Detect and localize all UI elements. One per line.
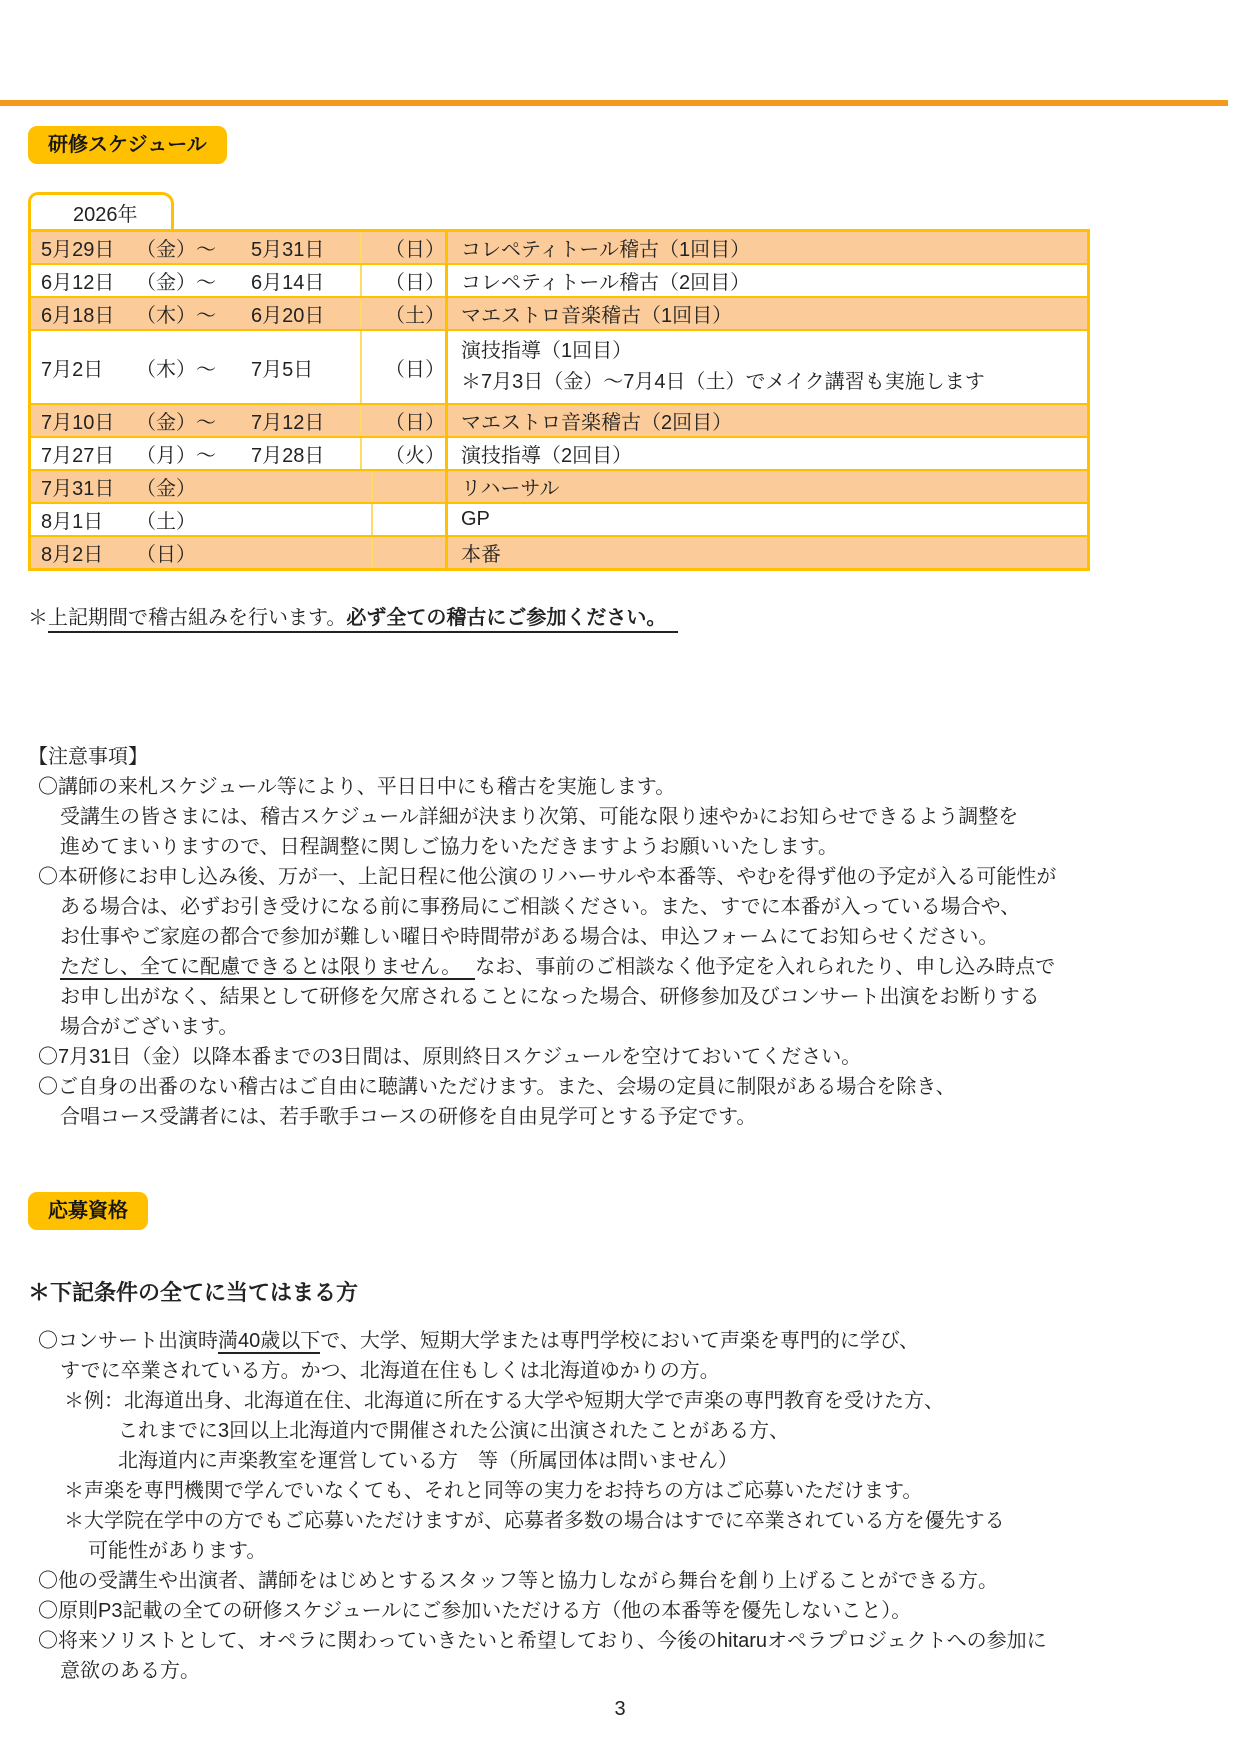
caution-line: 〇本研修にお申し込み後、万が一、上記日程に他公演のリハーサルや本番等、やむを得ず他の予定が入る可能性が: [38, 866, 1057, 888]
date-range: [31, 537, 371, 568]
table-row: [31, 403, 1087, 436]
end-weekday-cell: [360, 438, 445, 469]
date-cell: [31, 232, 448, 263]
cautions-section: [28, 742, 1218, 1132]
event-cell: [448, 265, 1087, 296]
participation-note-normal: 上記期間で稽古組みを行います。: [48, 607, 347, 629]
caution-line: お申し出がなく、結果として研修を欠席されることになった場合、研修参加及びコンサート出演をお断りする: [60, 986, 1040, 1008]
date-cell: [31, 331, 448, 403]
date-range: [31, 265, 360, 296]
eligibility-line: ＊声楽を専門機関で学んでいなくても、それと同等の実力をお持ちの方はご応募いただけます。: [64, 1480, 923, 1502]
caution-line: [28, 952, 1218, 982]
event-cell: [448, 298, 1087, 329]
end-weekday-cell: [371, 471, 445, 502]
end-date: 7月5日: [251, 358, 314, 381]
caution-line: 〇ご自身の出番のない稽古はご自由に聴講いただけます。また、会場の定員に制限がある場合を除き、: [38, 1076, 956, 1098]
eligibility-line: ＊大学院在学中の方でもご応募いただけますが、応募者多数の場合はすでに卒業されている方を優先する: [64, 1510, 1005, 1532]
event-label: コレペティトール稽古（1回目）: [461, 239, 751, 261]
end-weekday-cell: [360, 298, 445, 329]
start-date: 5月29日: [41, 239, 115, 261]
end-weekday: （土）: [385, 305, 445, 327]
end-weekday-cell: [360, 331, 445, 403]
start-weekday: （木）～: [136, 305, 216, 327]
event-cell: [448, 232, 1087, 263]
table-row: [31, 502, 1087, 535]
end-weekday-cell: [360, 265, 445, 296]
end-weekday-cell: [360, 232, 445, 263]
end-weekday: （日）: [385, 272, 445, 294]
caution-line: 進めてまいりますので、日程調整に関しご協力をいただきますようお願いいたします。: [60, 836, 838, 858]
table-row: [31, 535, 1087, 568]
end-weekday: （日）: [385, 239, 445, 261]
asterisk-marker: ＊: [28, 607, 48, 629]
eligibility-section: [28, 1326, 1218, 1686]
start-weekday: （金）: [136, 478, 196, 500]
caution-line: 場合がございます。: [60, 1016, 239, 1038]
date-range: [31, 471, 371, 502]
page-number: 3: [614, 1698, 626, 1720]
start-date: 8月2日: [41, 544, 104, 566]
start-date: 7月2日: [41, 358, 104, 381]
end-date: 6月14日: [251, 272, 325, 294]
event-label: 演技指導（2回目）: [461, 445, 633, 467]
eligibility-line: 北海道内に声楽教室を運営している方 等（所属団体は問いません）: [118, 1450, 738, 1472]
end-weekday: （火）: [385, 445, 445, 467]
date-range: [31, 298, 360, 329]
eligibility-line-pre: 〇コンサート出演時: [38, 1330, 218, 1352]
eligibility-line: [28, 1326, 1218, 1356]
end-date: 7月12日: [251, 412, 325, 434]
eligibility-line: 〇他の受講生や出演者、講師をはじめとするスタッフ等と協力しながら舞台を創り上げることができる方。: [38, 1570, 998, 1592]
table-row: [31, 469, 1087, 502]
event-label: マエストロ音楽稽古（2回目）: [461, 412, 733, 434]
start-date: 7月10日: [41, 412, 115, 434]
caution-line: お仕事やご家庭の都合で参加が難しい曜日や時間帯がある場合は、申込フォームにてお知らせください。: [60, 926, 999, 948]
schedule-table: [28, 229, 1090, 571]
top-accent-bar: [0, 100, 1228, 106]
section-badge-eligibility: 応募資格: [28, 1192, 148, 1230]
event-note: ＊7月3日（金）～7月4日（土）でメイク講習も実施します: [461, 371, 985, 393]
participation-note-bold: 必ず全ての稽古にご参加ください。: [346, 607, 667, 629]
start-weekday: （日）: [136, 544, 196, 566]
end-weekday-cell: [371, 504, 445, 535]
eligibility-line: これまでに3回以上北海道内で開催された公演に出演されたことがある方、: [118, 1420, 790, 1442]
date-range: [31, 405, 360, 436]
start-weekday: （土）: [136, 511, 196, 533]
start-weekday: （木）～: [136, 358, 216, 381]
event-cell: [448, 438, 1087, 469]
eligibility-line: 意欲のある方。: [60, 1660, 200, 1682]
caution-line: ある場合は、必ずお引き受けになる前に事務局にご相談ください。また、すでに本番が入っている場合や、: [60, 896, 1021, 918]
participation-note: [28, 601, 678, 630]
date-range: [31, 438, 360, 469]
end-date: 6月20日: [251, 305, 325, 327]
start-date: 6月12日: [41, 272, 115, 294]
table-row: [31, 232, 1087, 263]
date-range: [31, 504, 371, 535]
eligibility-line: 〇原則P3記載の全ての研修スケジュールにご参加いただける方（他の本番等を優先しないこと）。: [38, 1600, 912, 1622]
date-cell: [31, 537, 448, 568]
table-row: [31, 329, 1087, 403]
start-date: 8月1日: [41, 511, 104, 533]
eligibility-line-post: で、大学、短期大学または専門学校において声楽を専門的に学び、: [320, 1330, 920, 1352]
event-label: 演技指導（1回目）: [461, 340, 633, 362]
caution-line: 合唱コース受講者には、若手歌手コースの研修を自由見学可とする予定です。: [60, 1106, 757, 1128]
participation-note-text: [48, 607, 678, 633]
eligibility-line: ＊例：北海道出身、北海道在住、北海道に所在する大学や短期大学で声楽の専門教育を受けた方、: [64, 1390, 944, 1412]
caution-line: 〇7月31日（金）以降本番までの3日間は、原則終日スケジュールを空けておいてください。: [38, 1046, 862, 1068]
start-date: 7月27日: [41, 445, 115, 467]
section-badge-training-schedule: 研修スケジュール: [28, 126, 227, 164]
date-range: [31, 331, 360, 403]
start-weekday: （金）～: [136, 412, 216, 434]
event-label: コレペティトール稽古（2回目）: [461, 272, 751, 294]
end-date: 5月31日: [251, 239, 325, 261]
end-date: 7月28日: [251, 445, 325, 467]
start-weekday: （金）～: [136, 272, 216, 294]
event-label: マエストロ音楽稽古（1回目）: [461, 305, 733, 327]
start-weekday: （月）～: [136, 445, 216, 467]
event-label: リハーサル: [461, 478, 560, 500]
eligibility-line: 可能性があります。: [88, 1540, 267, 1562]
table-row: [31, 263, 1087, 296]
caution-line: 〇講師の来札スケジュール等により、平日日中にも稽古を実施します。: [38, 776, 676, 798]
event-label: 本番: [461, 544, 501, 566]
date-range: [31, 232, 360, 263]
end-weekday-cell: [371, 537, 445, 568]
end-weekday: （日）: [385, 412, 445, 434]
year-tab: [28, 192, 174, 229]
event-cell: [448, 331, 1087, 403]
caution-line-rest: なお、事前のご相談なく他予定を入れられたり、申し込み時点で: [475, 956, 1056, 978]
date-cell: [31, 405, 448, 436]
table-row: [31, 296, 1087, 329]
caution-line: 受講生の皆さまには、稽古スケジュール詳細が決まり次第、可能な限り速やかにお知らせできるよう調整を: [60, 806, 1019, 828]
end-weekday: （日）: [385, 358, 445, 381]
event-cell: [448, 471, 1087, 502]
eligibility-line: 〇将来ソリストとして、オペラに関わっていきたいと希望しており、今後のhitaruオペラプロジェクトへの参加に: [38, 1630, 1047, 1652]
caution-underlined-text: ただし、全てに配慮できるとは限りません。: [60, 956, 475, 980]
age-limit-underlined: 満40歳以下: [218, 1330, 321, 1352]
date-cell: [31, 504, 448, 535]
end-weekday-cell: [360, 405, 445, 436]
event-cell: [448, 537, 1087, 568]
start-weekday: （金）～: [136, 239, 216, 261]
year-tab-label: 2026年: [73, 203, 138, 226]
date-cell: [31, 438, 448, 469]
event-cell: [448, 405, 1087, 436]
start-date: 6月18日: [41, 305, 115, 327]
date-cell: [31, 265, 448, 296]
date-cell: [31, 471, 448, 502]
event-label: GP: [461, 508, 490, 530]
cautions-title: 【注意事項】: [28, 746, 148, 768]
table-row: [31, 436, 1087, 469]
date-cell: [31, 298, 448, 329]
eligibility-line: すでに卒業されている方。かつ、北海道在住もしくは北海道ゆかりの方。: [60, 1360, 720, 1382]
start-date: 7月31日: [41, 478, 115, 500]
eligibility-heading: ＊下記条件の全てに当てはまる方: [28, 1280, 359, 1305]
event-cell: [448, 504, 1087, 535]
